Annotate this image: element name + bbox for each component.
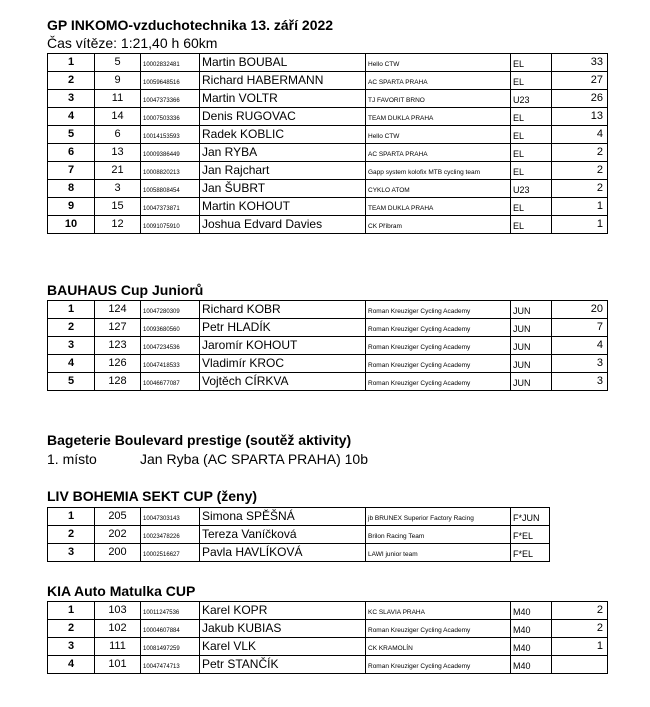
points-cell: 3 <box>552 373 608 391</box>
uci-id-cell: 10059648516 <box>141 72 200 90</box>
position-cell: 1 <box>48 602 95 620</box>
position-cell: 8 <box>48 180 95 198</box>
bib-number-cell: 13 <box>95 144 141 162</box>
uci-id-cell: 10047303143 <box>141 508 200 526</box>
team-cell: Roman Kreuziger Cycling Academy <box>366 319 511 337</box>
table-row <box>48 72 608 90</box>
uci-id-cell: 10047373366 <box>141 90 200 108</box>
uci-id-cell: 10002516627 <box>141 544 200 562</box>
team-cell: AC SPARTA PRAHA <box>366 72 511 90</box>
juniors-table <box>47 300 608 391</box>
points-cell: 2 <box>552 620 608 638</box>
uci-id-cell: 10009386449 <box>141 144 200 162</box>
bib-number-cell: 200 <box>95 544 141 562</box>
main-results-table <box>47 53 608 234</box>
rider-name-cell: Jan RYBA <box>200 144 366 162</box>
position-cell: 3 <box>48 544 95 562</box>
position-cell: 4 <box>48 355 95 373</box>
points-cell: 4 <box>552 337 608 355</box>
team-cell: Roman Kreuziger Cycling Academy <box>366 620 511 638</box>
points-cell: 1 <box>552 638 608 656</box>
table-row <box>48 216 608 234</box>
table-row <box>48 198 608 216</box>
team-cell: jb BRUNEX Superior Factory Racing <box>366 508 511 526</box>
category-cell: U23 <box>511 90 552 108</box>
rider-name-cell: Joshua Edvard Davies <box>200 216 366 234</box>
category-cell: EL <box>511 144 552 162</box>
points-cell: 3 <box>552 355 608 373</box>
points-cell: 2 <box>552 162 608 180</box>
category-cell: M40 <box>511 620 552 638</box>
uci-id-cell: 10011247536 <box>141 602 200 620</box>
table-row <box>48 180 608 198</box>
category-cell: JUN <box>511 319 552 337</box>
bib-number-cell: 101 <box>95 656 141 674</box>
uci-id-cell: 10008820213 <box>141 162 200 180</box>
points-cell: 20 <box>552 301 608 319</box>
table-row <box>48 337 608 355</box>
points-cell: 4 <box>552 126 608 144</box>
bib-number-cell: 11 <box>95 90 141 108</box>
table-row <box>48 508 550 526</box>
table-row <box>48 144 608 162</box>
table-row <box>48 162 608 180</box>
category-cell: JUN <box>511 337 552 355</box>
bib-number-cell: 128 <box>95 373 141 391</box>
bib-number-cell: 124 <box>95 301 141 319</box>
category-cell: F*EL <box>511 544 550 562</box>
team-cell: AC SPARTA PRAHA <box>366 144 511 162</box>
position-cell: 2 <box>48 526 95 544</box>
table-row <box>48 54 608 72</box>
category-cell: EL <box>511 108 552 126</box>
rider-name-cell: Petr HLADÍK <box>200 319 366 337</box>
rider-name-cell: Karel KOPR <box>200 602 366 620</box>
table-row <box>48 373 608 391</box>
category-cell: EL <box>511 216 552 234</box>
team-cell: CK KRAMOLÍN <box>366 638 511 656</box>
masters-title: KIA Auto Matulka CUP <box>47 583 196 599</box>
category-cell: F*EL <box>511 526 550 544</box>
position-cell: 5 <box>48 373 95 391</box>
table-row <box>48 620 608 638</box>
rider-name-cell: Richard KOBR <box>200 301 366 319</box>
bib-number-cell: 127 <box>95 319 141 337</box>
table-row <box>48 656 608 674</box>
points-cell: 27 <box>552 72 608 90</box>
category-cell: U23 <box>511 180 552 198</box>
uci-id-cell: 10007503336 <box>141 108 200 126</box>
position-cell: 4 <box>48 108 95 126</box>
table-row <box>48 90 608 108</box>
rider-name-cell: Jan ŠUBRT <box>200 180 366 198</box>
category-cell: M40 <box>511 638 552 656</box>
juniors-title: BAUHAUS Cup Juniorů <box>47 282 204 298</box>
bib-number-cell: 102 <box>95 620 141 638</box>
bib-number-cell: 3 <box>95 180 141 198</box>
points-cell: 26 <box>552 90 608 108</box>
table-row <box>48 319 608 337</box>
points-cell: 7 <box>552 319 608 337</box>
uci-id-cell: 10047373871 <box>141 198 200 216</box>
rider-name-cell: Radek KOBLIC <box>200 126 366 144</box>
position-cell: 10 <box>48 216 95 234</box>
rider-name-cell: Jaromír KOHOUT <box>200 337 366 355</box>
team-cell: CK Příbram <box>366 216 511 234</box>
team-cell: LAWI junior team <box>366 544 511 562</box>
team-cell: Hello CTW <box>366 126 511 144</box>
points-cell: 1 <box>552 198 608 216</box>
page-title: GP INKOMO-vzduchotechnika 13. září 2022 <box>47 17 334 33</box>
points-cell: 33 <box>552 54 608 72</box>
table-row <box>48 526 550 544</box>
position-cell: 6 <box>48 144 95 162</box>
table-row <box>48 544 550 562</box>
rider-name-cell: Martin KOHOUT <box>200 198 366 216</box>
uci-id-cell: 10091075910 <box>141 216 200 234</box>
category-cell: EL <box>511 54 552 72</box>
table-row <box>48 126 608 144</box>
team-cell: Roman Kreuziger Cycling Academy <box>366 656 511 674</box>
team-cell: TJ FAVORIT BRNO <box>366 90 511 108</box>
rider-name-cell: Martin BOUBAL <box>200 54 366 72</box>
category-cell: JUN <box>511 355 552 373</box>
category-cell: JUN <box>511 301 552 319</box>
table-row <box>48 638 608 656</box>
position-cell: 3 <box>48 638 95 656</box>
rider-name-cell: Simona SPĚŠNÁ <box>200 508 366 526</box>
rider-name-cell: Denis RUGOVAC <box>200 108 366 126</box>
bib-number-cell: 14 <box>95 108 141 126</box>
category-cell: M40 <box>511 602 552 620</box>
position-cell: 5 <box>48 126 95 144</box>
rider-name-cell: Pavla HAVLÍKOVÁ <box>200 544 366 562</box>
team-cell: KC SLAVIA PRAHA <box>366 602 511 620</box>
uci-id-cell: 10047280309 <box>141 301 200 319</box>
position-cell: 2 <box>48 319 95 337</box>
points-cell: 2 <box>552 602 608 620</box>
position-cell: 2 <box>48 72 95 90</box>
team-cell: Hello CTW <box>366 54 511 72</box>
bib-number-cell: 9 <box>95 72 141 90</box>
prestige-winner: Jan Ryba (AC SPARTA PRAHA) 10b <box>140 451 368 467</box>
bib-number-cell: 21 <box>95 162 141 180</box>
points-cell: 13 <box>552 108 608 126</box>
bib-number-cell: 103 <box>95 602 141 620</box>
position-cell: 9 <box>48 198 95 216</box>
position-cell: 1 <box>48 508 95 526</box>
uci-id-cell: 10081497259 <box>141 638 200 656</box>
uci-id-cell: 10047234536 <box>141 337 200 355</box>
rider-name-cell: Karel VLK <box>200 638 366 656</box>
category-cell: EL <box>511 126 552 144</box>
uci-id-cell: 10014153593 <box>141 126 200 144</box>
uci-id-cell: 10004607884 <box>141 620 200 638</box>
position-cell: 3 <box>48 337 95 355</box>
rider-name-cell: Tereza Vaníčková <box>200 526 366 544</box>
table-row <box>48 301 608 319</box>
bib-number-cell: 111 <box>95 638 141 656</box>
winner-time: Čas vítěze: 1:21,40 h 60km <box>47 35 218 51</box>
uci-id-cell: 10047474713 <box>141 656 200 674</box>
bib-number-cell: 126 <box>95 355 141 373</box>
bib-number-cell: 15 <box>95 198 141 216</box>
position-cell: 3 <box>48 90 95 108</box>
bib-number-cell: 5 <box>95 54 141 72</box>
uci-id-cell: 10023478226 <box>141 526 200 544</box>
position-cell: 2 <box>48 620 95 638</box>
women-table <box>47 507 550 562</box>
table-row <box>48 602 608 620</box>
rider-name-cell: Petr STANČÍK <box>200 656 366 674</box>
bib-number-cell: 6 <box>95 126 141 144</box>
women-title: LIV BOHEMIA SEKT CUP (ženy) <box>47 488 258 504</box>
category-cell: EL <box>511 72 552 90</box>
rider-name-cell: Richard HABERMANN <box>200 72 366 90</box>
rider-name-cell: Jakub KUBIAS <box>200 620 366 638</box>
uci-id-cell: 10002832481 <box>141 54 200 72</box>
table-row <box>48 355 608 373</box>
team-cell: Roman Kreuziger Cycling Academy <box>366 355 511 373</box>
table-row <box>48 108 608 126</box>
uci-id-cell: 10047418533 <box>141 355 200 373</box>
position-cell: 7 <box>48 162 95 180</box>
position-cell: 1 <box>48 301 95 319</box>
team-cell: TEAM DUKLA PRAHA <box>366 108 511 126</box>
bib-number-cell: 12 <box>95 216 141 234</box>
category-cell: M40 <box>511 656 552 674</box>
points-cell: 1 <box>552 216 608 234</box>
bib-number-cell: 202 <box>95 526 141 544</box>
rider-name-cell: Martin VOLTR <box>200 90 366 108</box>
bib-number-cell: 205 <box>95 508 141 526</box>
rider-name-cell: Vojtěch CÍRKVA <box>200 373 366 391</box>
position-cell: 1 <box>48 54 95 72</box>
uci-id-cell: 10093680560 <box>141 319 200 337</box>
category-cell: JUN <box>511 373 552 391</box>
points-cell <box>552 656 608 674</box>
points-cell: 2 <box>552 144 608 162</box>
category-cell: F*JUN <box>511 508 550 526</box>
prestige-title: Bageterie Boulevard prestige (soutěž aktivity) <box>47 432 352 448</box>
uci-id-cell: 10058808454 <box>141 180 200 198</box>
team-cell: TEAM DUKLA PRAHA <box>366 198 511 216</box>
team-cell: Roman Kreuziger Cycling Academy <box>366 301 511 319</box>
prestige-place: 1. místo <box>47 451 97 467</box>
uci-id-cell: 10046677087 <box>141 373 200 391</box>
points-cell: 2 <box>552 180 608 198</box>
rider-name-cell: Jan Rajchart <box>200 162 366 180</box>
position-cell: 4 <box>48 656 95 674</box>
masters-table <box>47 601 608 674</box>
team-cell: Brilon Racing Team <box>366 526 511 544</box>
team-cell: Gapp system kolofix MTB cycling team <box>366 162 511 180</box>
bib-number-cell: 123 <box>95 337 141 355</box>
team-cell: Roman Kreuziger Cycling Academy <box>366 373 511 391</box>
team-cell: CYKLO ATOM <box>366 180 511 198</box>
rider-name-cell: Vladimír KROC <box>200 355 366 373</box>
category-cell: EL <box>511 162 552 180</box>
team-cell: Roman Kreuziger Cycling Academy <box>366 337 511 355</box>
category-cell: EL <box>511 198 552 216</box>
